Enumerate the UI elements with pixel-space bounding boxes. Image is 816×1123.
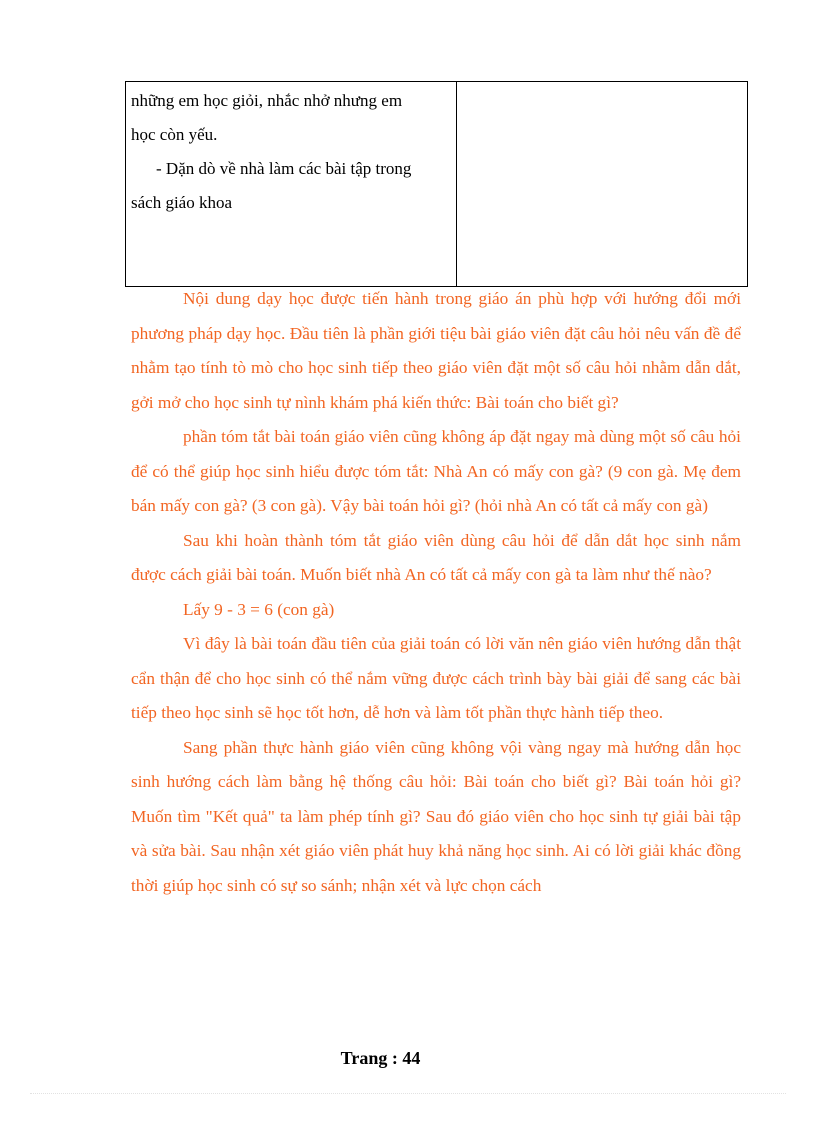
table-cell-activities	[126, 82, 457, 286]
page-footer	[0, 1048, 760, 1069]
paragraph: Nội dung dạy học được tiến hành trong giáo án phù hợp với hướng đổi mới phương pháp dạy học. Đầu tiên là phần giới tiệu bài giáo viên đặt câu hỏi nêu vấn đề để nhằm tạo tính tò mò cho học sinh tiếp theo giáo viên đặt một số câu hỏi nhằm dẫn dắt, gởi mở cho học sinh tự nình khám phá kiến thức: Bài toán cho biết gì?	[131, 289, 741, 412]
paragraph: Sang phần thực hành giáo viên cũng không vội vàng ngay mà hướng dẫn học sinh hướng cách làm bằng hệ thống câu hỏi: Bài toán cho biết gì? Bài toán hỏi gì? Muốn tìm "Kết quả" ta làm phép tính gì? Sau đó giáo viên cho học sinh tự giải bài tập và sửa bài. Sau nhận xét giáo viên phát huy khả năng học sinh. Ai có lời giải khác đồng thời giúp học sinh có sự so sánh; nhận xét và lực chọn cách	[131, 737, 741, 895]
table-line: học còn yếu.	[131, 125, 218, 144]
table-line: những em học giỏi, nhắc nhở nhưng em	[131, 91, 403, 110]
paragraph: phần tóm tắt bài toán giáo viên cũng không áp đặt ngay mà dùng một số câu hỏi để có thể giúp học sinh hiểu được tóm tắt: Nhà An có mấy con gà? (9 con gà. Mẹ đem bán mấy con gà? (3 con gà). Vậy bài toán hỏi gì? (hỏi nhà An có tất cả mấy con gà)	[131, 427, 741, 515]
paragraph: Vì đây là bài toán đầu tiên của giải toán có lời văn nên giáo viên hướng dẫn thật cẩn thận để cho học sinh có thể nắm vững được cách trình bày bài giải để sang các bài tiếp theo học sinh sẽ học tốt hơn, dễ hơn và làm tốt phần thực hành tiếp theo.	[131, 634, 741, 722]
paragraph: Lấy 9 - 3 = 6 (con gà)	[183, 599, 335, 619]
table-cell-empty	[457, 82, 747, 286]
lesson-table	[125, 81, 748, 287]
paragraph: Sau khi hoàn thành tóm tắt giáo viên dùng câu hỏi để dẫn dắt học sinh nắm được cách giải bài toán. Muốn biết nhà An có tất cả mấy con gà ta làm như thế nào?	[131, 530, 741, 584]
table-line: sách giáo khoa	[131, 193, 233, 212]
document-body	[131, 282, 741, 903]
table-line: - Dặn dò về nhà làm các bài tập trong	[156, 159, 412, 178]
page-number: Trang : 44	[340, 1048, 421, 1068]
page-divider	[30, 1093, 786, 1094]
